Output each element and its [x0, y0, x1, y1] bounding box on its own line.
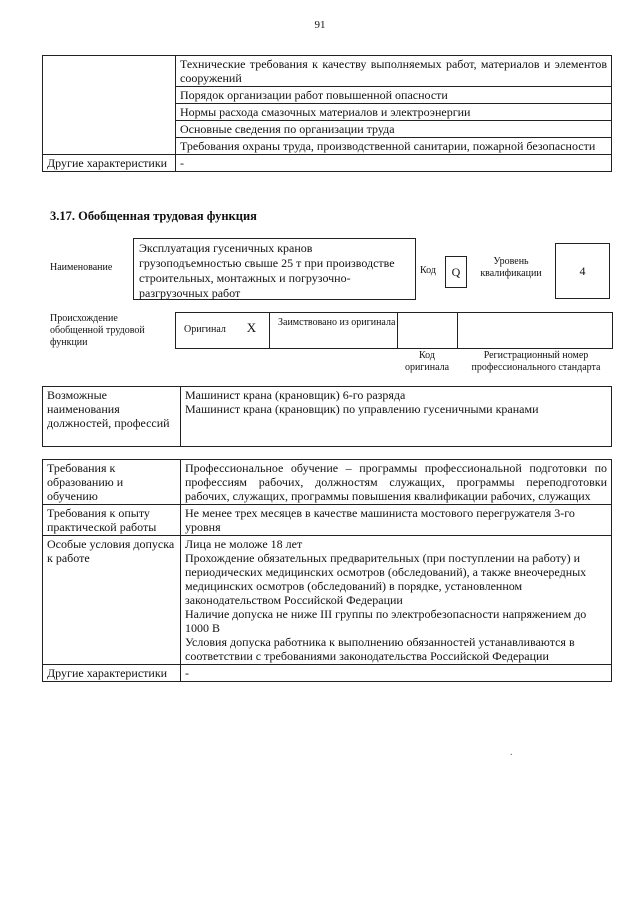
table-cell: Нормы расхода смазочных материалов и электроэнергии: [176, 104, 612, 121]
table-cell: Основные сведения по организации труда: [176, 121, 612, 138]
table-row: [43, 665, 612, 682]
condition-item: Условия допуска работника к выполнению обязанностей устанавливаются в соответствии с требованиями законодательства Российской Федерации: [185, 635, 575, 663]
code-label: Код: [420, 265, 436, 276]
table-row: [43, 56, 612, 87]
condition-item: Прохождение обязательных предварительных (при поступлении на работу) и периодических медицинских осмотров (обследований), а также внеочередных медицинских осмотров (обследований) в порядке, установленном законодательством Российской Федерации: [185, 551, 587, 607]
table-label-cell: Особые условия допуска к работе: [43, 536, 181, 665]
code-original-cell: [397, 313, 457, 348]
name-label: Наименование: [50, 262, 113, 273]
level-label: Уровень квалификации: [480, 256, 542, 279]
position-item: Машинист крана (крановщик) 6-го разряда: [185, 388, 406, 402]
table-row: [43, 536, 612, 665]
borrowed-label: Заимствовано из оригинала: [269, 313, 397, 348]
table-cell: Порядок организации работ повышенной опасности: [176, 87, 612, 104]
table-row: [43, 505, 612, 536]
table-label-cell: Другие характеристики: [43, 665, 181, 682]
table-cell: -: [181, 665, 612, 682]
table-cell: Не менее трех месяцев в качестве машиниста мостового перегружателя 3-го уровня: [181, 505, 612, 536]
page-number: 91: [314, 19, 326, 31]
table-label-cell: Другие характеристики: [43, 155, 176, 172]
table-cell: -: [176, 155, 612, 172]
reg-number-caption: Регистрационный номер профессионального стандарта: [471, 350, 601, 373]
table-cell: Требования охраны труда, производственной санитарии, пожарной безопасности: [176, 138, 612, 155]
origin-box: [175, 312, 613, 349]
table-cell: Профессиональное обучение – программы профессиональной подготовки по профессиям рабочих, должностям служащих, программы переподготовки рабочих, служащих, программы повышения квалификации рабочих, служащих: [181, 460, 612, 505]
code-value: Q: [445, 256, 467, 288]
table-label-cell: Требования к образованию и обучению: [43, 460, 181, 505]
original-label: Оригинал: [184, 324, 226, 335]
knowledge-table: [42, 55, 612, 172]
positions-table: [42, 386, 612, 447]
table-label-cell: Требования к опыту практической работы: [43, 505, 181, 536]
requirements-table: [42, 459, 612, 682]
reg-number-cell: [457, 313, 613, 348]
origin-label: Происхождение обобщенной трудовой функции: [50, 313, 145, 348]
level-value: 4: [555, 243, 610, 299]
condition-item: Наличие допуска не ниже III группы по электробезопасности напряжением до 1000 В: [185, 607, 587, 635]
table-cell: [181, 536, 612, 665]
table-label-cell: Возможные наименования должностей, профессий: [43, 387, 181, 447]
section-title: 3.17. Обобщенная трудовая функция: [50, 209, 257, 223]
table-cell: [181, 387, 612, 447]
code-original-caption: Код оригинала: [404, 350, 450, 373]
position-item: Машинист крана (крановщик) по управлению гусеничными кранами: [185, 402, 539, 416]
condition-item: Лица не моложе 18 лет: [185, 537, 303, 551]
original-mark: X: [246, 320, 257, 335]
table-row: [43, 387, 612, 447]
table-row: [43, 155, 612, 172]
table-cell: Технические требования к качеству выполняемых работ, материалов и элементов сооружений: [176, 56, 612, 87]
table-row: [43, 460, 612, 505]
table-label-cell: [43, 56, 176, 155]
function-name-box: Эксплуатация гусеничных кранов грузоподъемностью свыше 25 т при производстве строительных, монтажных и погрузочно-разгрузочных работ: [133, 238, 416, 300]
scan-dot: .: [510, 747, 513, 758]
